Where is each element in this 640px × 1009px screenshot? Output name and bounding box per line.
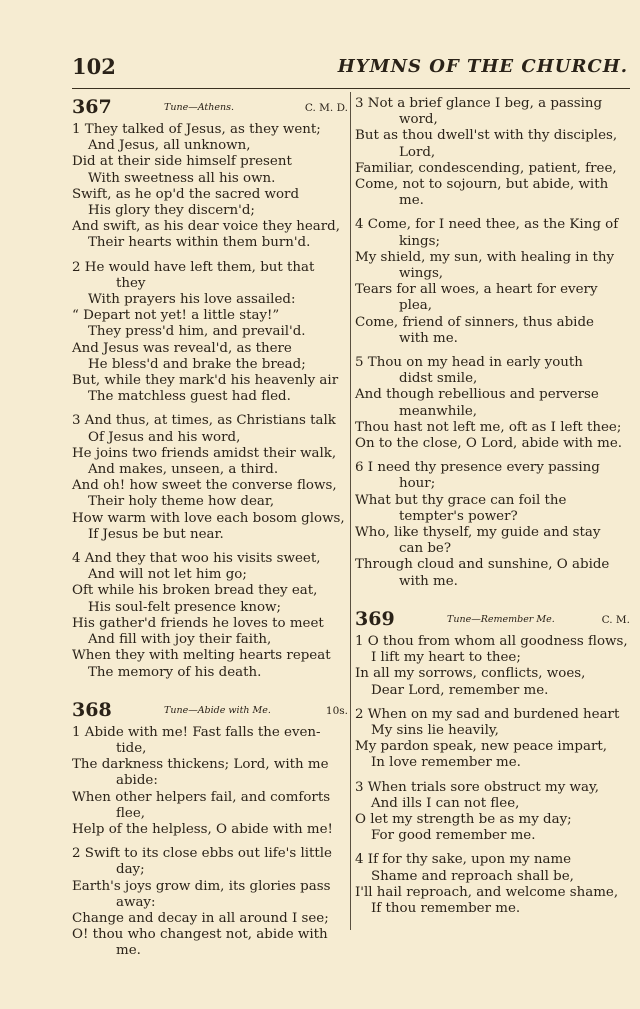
verse-line: Their hearts within them burn'd. xyxy=(88,235,311,251)
stanza xyxy=(355,634,630,699)
stanza xyxy=(355,707,630,772)
verse-line: day; xyxy=(116,862,145,878)
verse-line: I'll hail reproach, and welcome shame, xyxy=(355,884,619,900)
stanza xyxy=(72,846,348,959)
tune-name: Tune—Athens. xyxy=(164,102,234,113)
verse-line: And Jesus, all unknown, xyxy=(88,138,251,154)
verse-line: His gather'd friends he loves to meet xyxy=(72,615,324,631)
verse-line: plea, xyxy=(399,298,433,314)
stanza xyxy=(355,217,630,347)
verse-line: In love remember me. xyxy=(371,755,521,771)
verse-line: abide: xyxy=(116,773,158,789)
verse-line: His soul-felt presence know; xyxy=(88,599,282,615)
verse-line: With prayers his love assailed: xyxy=(88,292,296,308)
verse-line: Oft while his broken bread they eat, xyxy=(72,583,318,599)
verse-line: When other helpers fail, and comforts xyxy=(72,789,331,805)
verse-line: tempter's power? xyxy=(399,508,518,524)
verse-line: 6 I need thy presence every passing xyxy=(355,460,600,476)
verse-line: away: xyxy=(116,894,156,910)
verse-line: His glory they discern'd; xyxy=(88,203,255,219)
verse-line: 2 When on my sad and burdened heart xyxy=(355,706,620,722)
running-title: HYMNS OF THE CHURCH. xyxy=(337,56,628,77)
verse-line: word, xyxy=(399,112,438,128)
verse-line: Change and decay in all around I see; xyxy=(72,910,329,926)
hymn-number: 367 xyxy=(72,96,112,118)
verse-line: Who, like thyself, my guide and stay xyxy=(355,525,601,541)
right-column xyxy=(355,96,630,925)
verse-line: My sins lie heavily, xyxy=(371,722,499,738)
verse-line: me. xyxy=(399,193,424,209)
verse-line: can be? xyxy=(399,541,452,557)
verse-line: Come, friend of sinners, thus abide xyxy=(355,314,594,330)
verse-line: And makes, unseen, a third. xyxy=(88,462,279,478)
verse-line: In all my sorrows, conflicts, woes, xyxy=(355,666,586,682)
page-header xyxy=(72,54,630,84)
verse-line: He joins two friends amidst their walk, xyxy=(72,445,337,461)
verse-line: The darkness thickens; Lord, with me xyxy=(72,757,329,773)
stanza xyxy=(72,551,348,681)
verse-line: Of Jesus and his word, xyxy=(88,429,241,445)
verse-line: How warm with love each bosom glows, xyxy=(72,510,345,526)
verse-line: 1 O thou from whom all goodness flows, xyxy=(355,633,628,649)
stanza xyxy=(72,413,348,543)
tune-name: Tune—Abide with Me. xyxy=(164,704,271,716)
verse-line: 4 Come, for I need thee, as the King of xyxy=(355,217,619,233)
stanza xyxy=(355,355,630,452)
verse-line: Shame and reproach shall be, xyxy=(371,868,574,884)
verse-line: Come, not to sojourn, but abide, with xyxy=(355,177,609,193)
verse-line: On to the close, O Lord, abide with me. xyxy=(355,436,623,452)
stanza xyxy=(72,122,348,252)
verse-line: Swift, as he op'd the sacred word xyxy=(72,186,300,202)
stanza xyxy=(72,725,348,838)
verse-line: wings, xyxy=(399,266,444,282)
verse-line: 1 They talked of Jesus, as they went; xyxy=(72,122,321,137)
verse-line: The memory of his death. xyxy=(88,664,262,680)
verse-line: flee, xyxy=(116,805,146,821)
verse-line: 3 When trials sore obstruct my way, xyxy=(355,779,599,795)
verse-line: When they with melting hearts repeat xyxy=(72,648,331,664)
verse-line: 1 Abide with me! Fast falls the even- xyxy=(72,724,321,740)
verse-line: If thou remember me. xyxy=(371,900,521,916)
stanza xyxy=(355,96,630,209)
stanza xyxy=(72,260,348,406)
verse-line: Their holy theme how dear, xyxy=(88,494,275,510)
verse-line: with me. xyxy=(399,573,458,589)
verse-line: Dear Lord, remember me. xyxy=(371,682,549,698)
verse-line: What but thy grace can foil the xyxy=(355,492,567,508)
verse-line: 2 Swift to its close ebbs out life's little xyxy=(72,846,332,862)
verse-line: 2 He would have left them, but that xyxy=(72,259,315,275)
verse-line: meanwhile, xyxy=(399,403,478,419)
verse-line: O! thou who changest not, abide with xyxy=(72,927,328,943)
hymn-number: 369 xyxy=(355,607,395,630)
verse-line: With sweetness all his own. xyxy=(88,170,276,186)
verse-line: He bless'd and brake the bread; xyxy=(88,356,306,372)
verse-line: 4 And they that woo his visits sweet, xyxy=(72,551,321,567)
verse-line: 3 And thus, at times, as Christians talk xyxy=(72,413,336,429)
column-divider xyxy=(350,92,351,930)
stanza xyxy=(355,460,630,590)
meter: C. M. D. xyxy=(304,102,348,114)
page-number: 102 xyxy=(72,54,116,79)
verse-line: 5 Thou on my head in early youth xyxy=(355,355,583,371)
verse-line: kings; xyxy=(399,233,440,249)
verse-line: For good remember me. xyxy=(371,828,536,844)
verse-line: And Jesus was reveal'd, as there xyxy=(72,340,292,356)
verse-line: And fill with joy their faith, xyxy=(88,632,272,648)
verse-line: The matchless guest had fled. xyxy=(88,389,291,405)
hymn-number: 368 xyxy=(72,698,112,721)
verse-line: 4 If for thy sake, upon my name xyxy=(355,852,572,868)
verse-line: Earth's joys grow dim, its glories pass xyxy=(72,878,331,894)
left-column xyxy=(72,96,348,968)
hymn-368-heading xyxy=(72,699,348,725)
hymn-369-heading xyxy=(355,608,630,634)
verse-line: Thou hast not left me, oft as I left thee; xyxy=(355,419,622,435)
verse-line: O let my strength be as my day; xyxy=(355,811,572,827)
verse-line: And swift, as his dear voice they heard, xyxy=(72,219,340,235)
verse-line: And though rebellious and perverse xyxy=(355,387,599,403)
hymn-367-heading xyxy=(72,96,348,122)
verse-line: me. xyxy=(116,943,141,959)
stanza xyxy=(355,780,630,845)
verse-line: Tears for all woes, a heart for every xyxy=(355,282,598,298)
verse-line: If Jesus be but near. xyxy=(88,526,224,542)
verse-line: Familiar, condescending, patient, free, xyxy=(355,160,617,176)
verse-line: I lift my heart to thee; xyxy=(371,650,521,666)
verse-line: tide, xyxy=(116,740,147,756)
verse-line: But as thou dwell'st with thy disciples, xyxy=(355,128,618,144)
verse-line: hour; xyxy=(399,476,436,492)
stanza xyxy=(355,852,630,917)
verse-line: My shield, my sun, with healing in thy xyxy=(355,249,615,265)
verse-line: “ Depart not yet! a little stay!” xyxy=(72,308,280,324)
verse-line: Help of the helpless, O abide with me! xyxy=(72,821,333,837)
verse-line: they xyxy=(116,275,146,291)
verse-line: Lord, xyxy=(399,144,436,160)
tune-name: Tune—Remember Me. xyxy=(447,613,555,625)
verse-line: Through cloud and sunshine, O abide xyxy=(355,557,610,573)
verse-line: 3 Not a brief glance I beg, a passing xyxy=(355,96,603,111)
verse-line: Did at their side himself present xyxy=(72,154,292,170)
verse-line: And will not let him go; xyxy=(88,567,247,583)
verse-line: didst smile, xyxy=(399,371,478,387)
verse-line: with me. xyxy=(399,330,458,346)
meter: C. M. xyxy=(601,613,630,626)
verse-line: And ills I can not flee, xyxy=(371,795,520,811)
verse-line: My pardon speak, new peace impart, xyxy=(355,739,607,755)
header-rule xyxy=(72,88,630,89)
verse-line: They press'd him, and prevail'd. xyxy=(88,324,306,340)
verse-line: But, while they mark'd his heavenly air xyxy=(72,373,339,389)
verse-line: And oh! how sweet the converse flows, xyxy=(72,478,337,494)
meter: 10s. xyxy=(325,704,348,717)
